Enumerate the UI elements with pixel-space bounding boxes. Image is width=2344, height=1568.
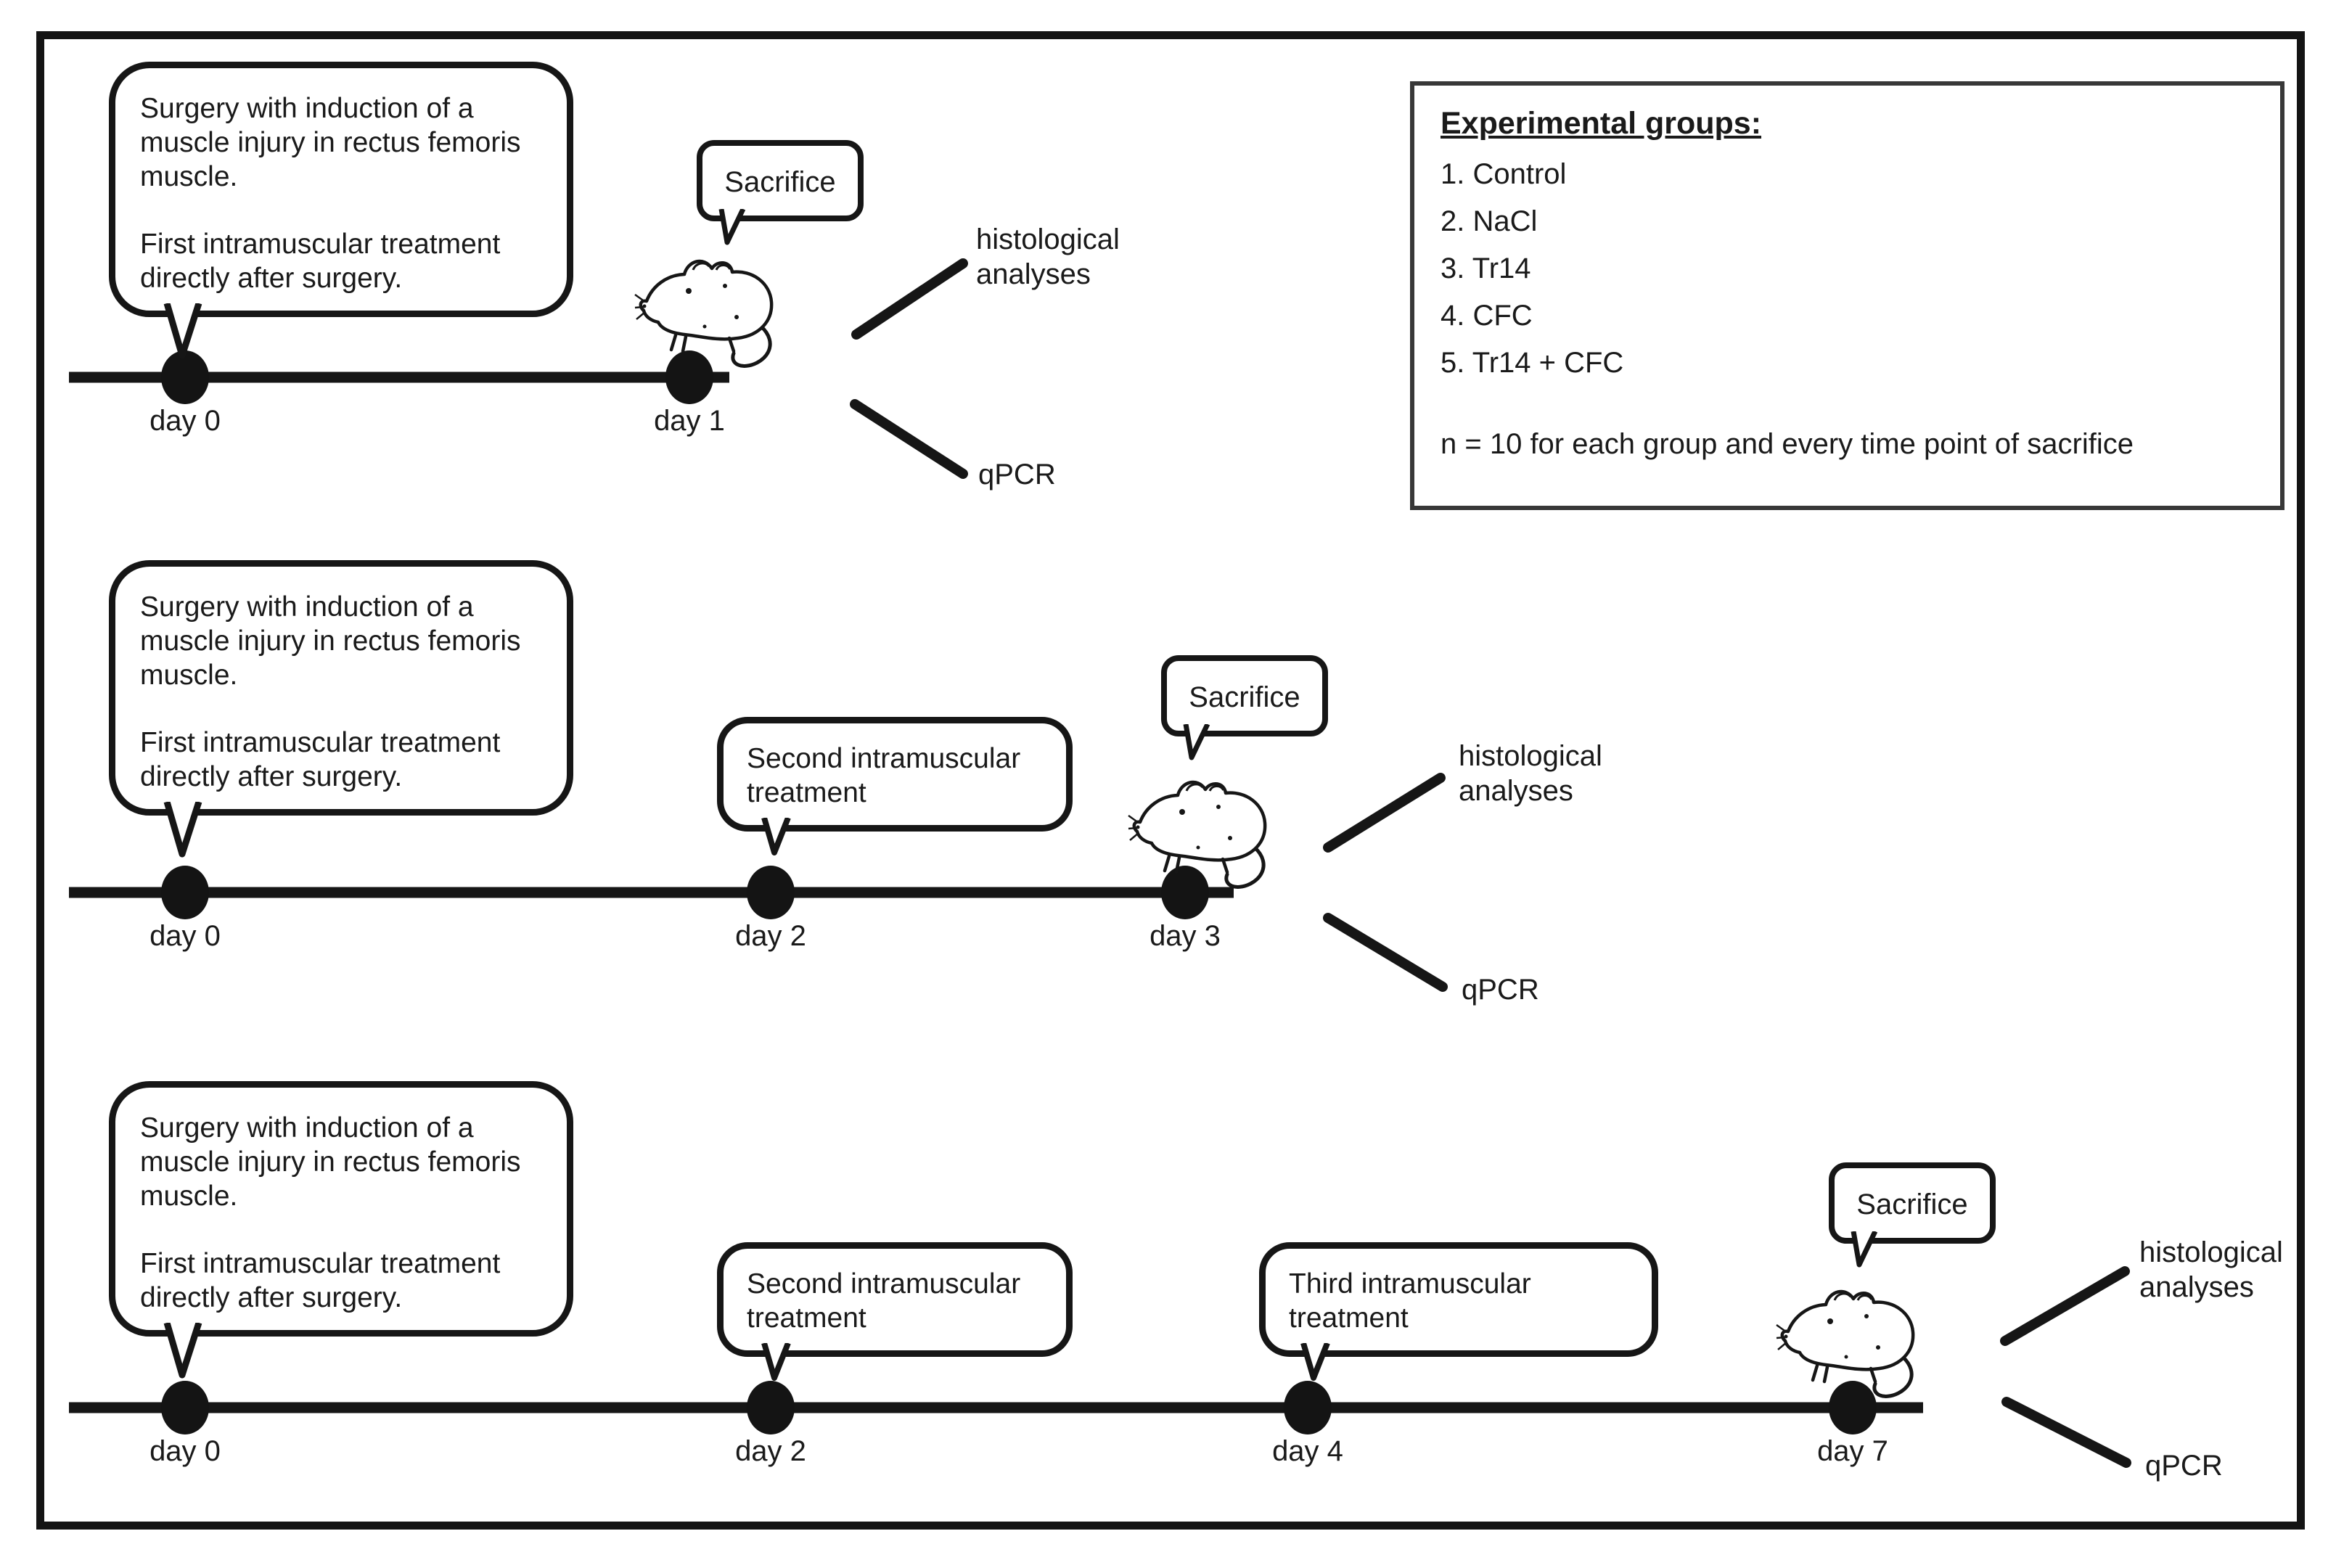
dot-row2-day3: [1161, 866, 1209, 919]
second-treatment-label: Second intramuscular treatment: [747, 1268, 1021, 1334]
legend-item-cfc: 4. CFC: [1441, 300, 1533, 332]
dot-row3-day0: [161, 1381, 209, 1434]
bubble-tail: [163, 1323, 204, 1379]
surgery-bubble-row3: [109, 1081, 573, 1337]
histology-label-line2: analyses: [2139, 1271, 2254, 1303]
sacrifice-bubble-row3: [1829, 1162, 1996, 1244]
bubble-tail: [1300, 1343, 1332, 1382]
branch-row3-histology: [2005, 1271, 2125, 1341]
histology-label-line1: histological: [976, 223, 1120, 255]
surgery-bubble-text-2: First intramuscular treatment directly after surgery.: [140, 229, 501, 294]
legend-item-tr14-cfc: 5. Tr14 + CFC: [1441, 347, 1624, 379]
bubble-tail: [718, 209, 747, 247]
qpcr-label-row1: qPCR: [978, 459, 1056, 490]
bubble-tail: [163, 802, 204, 858]
day-label-row2-day0: day 0: [149, 920, 221, 952]
dot-row2-day2: [747, 866, 795, 919]
sacrifice-label: Sacrifice: [724, 166, 836, 198]
branch-row2-qpcr: [1328, 918, 1443, 987]
day-label-row3-day4: day 4: [1272, 1435, 1343, 1467]
histology-label-row2: [1459, 739, 1602, 808]
day-label-row1-day0: day 0: [149, 405, 221, 437]
branch-row2-histology: [1328, 778, 1441, 847]
surgery-bubble-row1: [109, 62, 573, 317]
bubble-tail: [163, 303, 204, 360]
second-treatment-bubble-row3: [717, 1242, 1073, 1357]
dot-row3-day2: [747, 1381, 795, 1434]
branch-row1-qpcr: [855, 404, 963, 474]
day-label-row1-day1: day 1: [654, 405, 725, 437]
day-label-row2-day3: day 3: [1150, 920, 1221, 952]
day-label-row3-day2: day 2: [735, 1435, 806, 1467]
qpcr-label-row3: qPCR: [2145, 1450, 2223, 1482]
sacrifice-bubble-row2: [1161, 655, 1328, 736]
legend-title: Experimental groups:: [1441, 106, 1762, 141]
mouse-illustration-row3: [1777, 1292, 1913, 1396]
legend-item-tr14: 3. Tr14: [1441, 253, 1531, 284]
bubble-tail: [761, 818, 793, 857]
third-treatment-label: Third intramuscular treatment: [1289, 1268, 1531, 1334]
sacrifice-label: Sacrifice: [1189, 681, 1300, 713]
histology-label-line2: analyses: [976, 258, 1091, 290]
legend-note: n = 10 for each group and every time point of sacrifice: [1441, 428, 2134, 460]
surgery-bubble-text-1: Surgery with induction of a muscle injury in rectus femoris muscle.: [140, 1112, 521, 1212]
dot-row2-day0: [161, 866, 209, 919]
second-treatment-label: Second intramuscular treatment: [747, 743, 1021, 808]
dot-row3-day7: [1829, 1381, 1877, 1434]
dot-row1-day1: [665, 350, 713, 404]
histology-label-row1: [976, 222, 1120, 292]
surgery-bubble-text-1: Surgery with induction of a muscle injury in rectus femoris muscle.: [140, 93, 521, 192]
sacrifice-bubble-row1: [697, 140, 864, 221]
mouse-illustration-row1: [635, 261, 771, 366]
bubble-tail: [1851, 1231, 1880, 1269]
histology-label-line1: histological: [1459, 740, 1602, 772]
day-label-row2-day2: day 2: [735, 920, 806, 952]
qpcr-label-row2: qPCR: [1462, 974, 1539, 1006]
surgery-bubble-row2: [109, 560, 573, 816]
legend-item-control: 1. Control: [1441, 158, 1567, 190]
histology-label-line2: analyses: [1459, 775, 1573, 807]
histology-label-line1: histological: [2139, 1236, 2283, 1268]
day-label-row3-day7: day 7: [1817, 1435, 1888, 1467]
branch-row3-qpcr: [2007, 1402, 2126, 1463]
dot-row3-day4: [1284, 1381, 1332, 1434]
legend-item-nacl: 2. NaCl: [1441, 205, 1538, 237]
surgery-bubble-text-2: First intramuscular treatment directly after surgery.: [140, 1248, 501, 1313]
day-label-row3-day0: day 0: [149, 1435, 221, 1467]
bubble-tail: [1183, 724, 1212, 762]
second-treatment-bubble-row2: [717, 717, 1073, 832]
histology-label-row3: [2139, 1235, 2283, 1305]
surgery-bubble-text-2: First intramuscular treatment directly after surgery.: [140, 727, 501, 792]
bubble-tail: [761, 1343, 793, 1382]
branch-row1-histology: [856, 263, 963, 334]
third-treatment-bubble-row3: [1259, 1242, 1658, 1357]
legend-box: [1410, 81, 2284, 510]
sacrifice-label: Sacrifice: [1856, 1189, 1968, 1220]
surgery-bubble-text-1: Surgery with induction of a muscle injury in rectus femoris muscle.: [140, 591, 521, 691]
